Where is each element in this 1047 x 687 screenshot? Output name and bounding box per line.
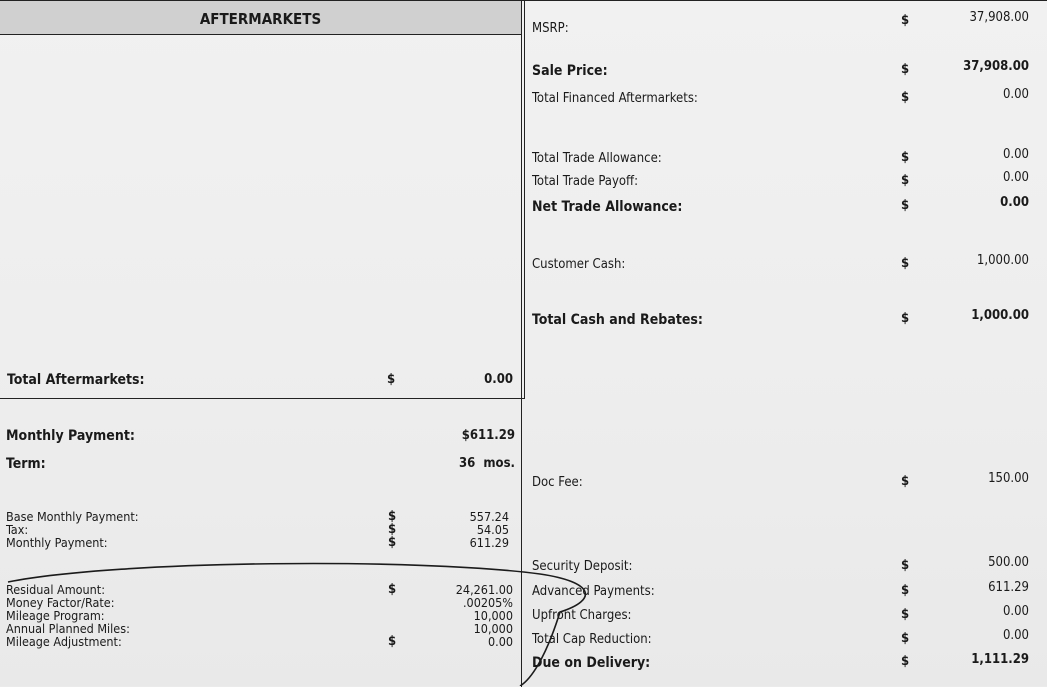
net-trade-allowance-currency: $ <box>901 198 910 213</box>
total-cash-rebates-currency: $ <box>901 311 910 326</box>
annual-miles-label: Annual Planned Miles: <box>6 621 130 636</box>
msrp-currency: $ <box>901 13 910 28</box>
total-cash-rebates-value: 1,000.00 <box>971 308 1029 323</box>
base-monthly-currency: $ <box>388 509 397 524</box>
money-factor-label: Money Factor/Rate: <box>6 595 115 610</box>
security-deposit-label: Security Deposit: <box>532 559 633 574</box>
monthly-payment-line-value: 611.29 <box>469 535 509 550</box>
total-cash-rebates-label: Total Cash and Rebates: <box>532 312 703 328</box>
mileage-adjustment-value: 0.00 <box>487 634 513 649</box>
aftermarkets-header: AFTERMARKETS <box>0 1 522 35</box>
total-aftermarkets-value: 0.00 <box>484 372 513 387</box>
sale-price-value: 37,908.00 <box>963 59 1029 74</box>
total-cap-reduction-label: Total Cap Reduction: <box>532 632 652 647</box>
aftermarkets-box <box>0 0 525 399</box>
base-monthly-value: 557.24 <box>469 509 509 524</box>
sale-price-currency: $ <box>901 62 910 77</box>
mileage-program-label: Mileage Program: <box>6 608 105 623</box>
due-on-delivery-currency: $ <box>901 654 910 669</box>
total-trade-allowance-label: Total Trade Allowance: <box>532 151 662 166</box>
residual-amount-label: Residual Amount: <box>6 582 105 597</box>
tax-value: 54.05 <box>476 522 509 537</box>
mileage-adjustment-label: Mileage Adjustment: <box>6 634 122 649</box>
monthly-payment-line-currency: $ <box>388 535 397 550</box>
doc-fee-label: Doc Fee: <box>532 475 583 490</box>
customer-cash-currency: $ <box>901 256 910 271</box>
total-cap-reduction-currency: $ <box>901 631 910 646</box>
total-financed-aftermarkets-label: Total Financed Aftermarkets: <box>532 91 698 106</box>
annual-miles-value: 10,000 <box>473 621 513 636</box>
monthly-payment-line-label: Monthly Payment: <box>6 535 108 550</box>
total-financed-aftermarkets-currency: $ <box>901 90 910 105</box>
advanced-payments-currency: $ <box>901 583 910 598</box>
upfront-charges-label: Upfront Charges: <box>532 608 632 623</box>
base-monthly-label: Base Monthly Payment: <box>6 509 139 524</box>
tax-currency: $ <box>388 522 397 537</box>
total-trade-allowance-value: 0.00 <box>1002 147 1029 162</box>
term-label: Term: <box>6 456 46 472</box>
msrp-label: MSRP: <box>532 21 569 36</box>
net-trade-allowance-value: 0.00 <box>1000 195 1029 210</box>
mileage-program-value: 10,000 <box>473 608 513 623</box>
advanced-payments-label: Advanced Payments: <box>532 584 655 599</box>
total-aftermarkets-currency: $ <box>387 372 396 387</box>
customer-cash-value: 1,000.00 <box>976 253 1029 268</box>
sale-price-label: Sale Price: <box>532 63 608 79</box>
advanced-payments-value: 611.29 <box>988 580 1029 595</box>
due-on-delivery-label: Due on Delivery: <box>532 655 651 671</box>
total-trade-payoff-value: 0.00 <box>1002 170 1029 185</box>
monthly-payment-label: Monthly Payment: <box>6 428 135 444</box>
residual-amount-value: 24,261.00 <box>455 582 513 597</box>
net-trade-allowance-label: Net Trade Allowance: <box>532 199 683 215</box>
doc-fee-value: 150.00 <box>988 471 1029 486</box>
due-on-delivery-value: 1,111.29 <box>971 652 1029 667</box>
customer-cash-label: Customer Cash: <box>532 257 626 272</box>
total-trade-payoff-label: Total Trade Payoff: <box>532 174 639 189</box>
total-financed-aftermarkets-value: 0.00 <box>1002 87 1029 102</box>
total-aftermarkets-label: Total Aftermarkets: <box>7 372 145 388</box>
total-trade-allowance-currency: $ <box>901 150 910 165</box>
tax-label: Tax: <box>6 522 29 537</box>
security-deposit-currency: $ <box>901 558 910 573</box>
upfront-charges-value: 0.00 <box>1002 604 1029 619</box>
total-trade-payoff-currency: $ <box>901 173 910 188</box>
security-deposit-value: 500.00 <box>988 555 1029 570</box>
mileage-adjustment-currency: $ <box>388 634 397 649</box>
term-value: 36 mos. <box>458 456 515 471</box>
msrp-value: 37,908.00 <box>969 10 1029 25</box>
total-cap-reduction-value: 0.00 <box>1002 628 1029 643</box>
doc-fee-currency: $ <box>901 474 910 489</box>
monthly-payment-value: $611.29 <box>461 428 515 443</box>
residual-amount-currency: $ <box>388 582 397 597</box>
money-factor-value: .00205% <box>462 595 513 610</box>
upfront-charges-currency: $ <box>901 607 910 622</box>
